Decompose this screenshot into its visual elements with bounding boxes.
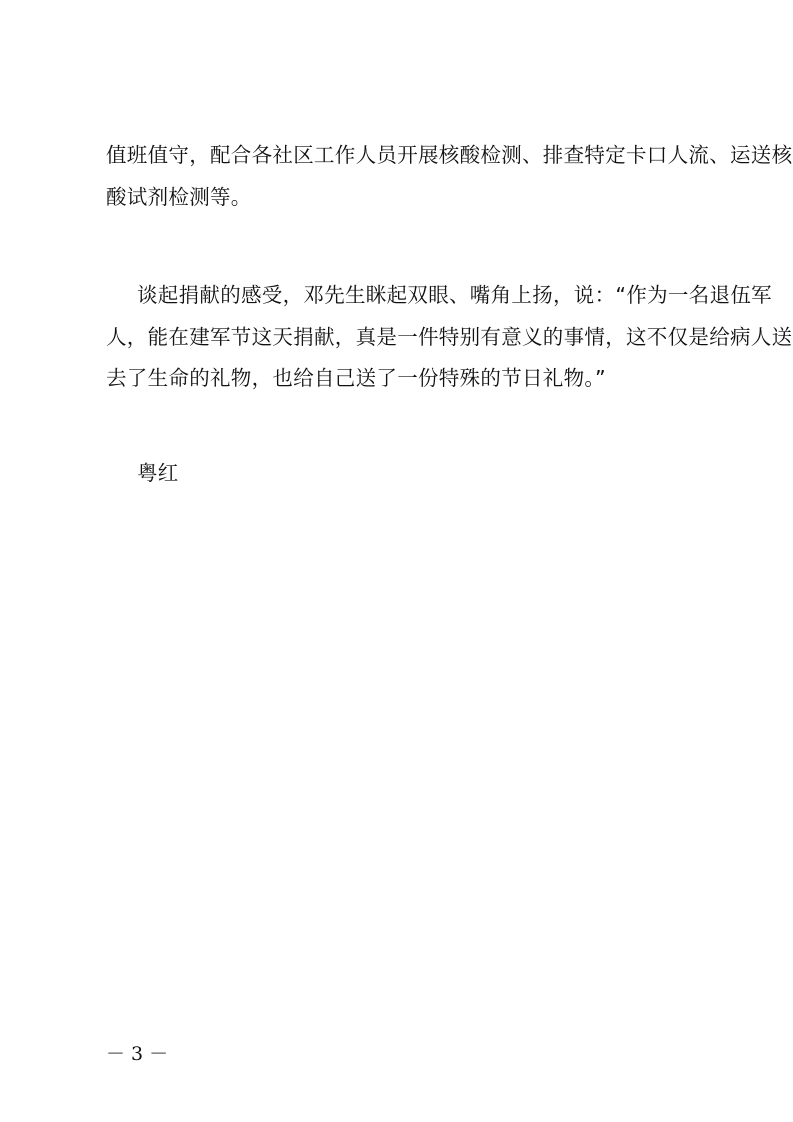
paragraph-2-line-2: 人，能在建军节这天捐献，真是一件特别有意义的事情，这不仅是给病人送 xyxy=(106,325,793,349)
paragraph-1-line-2: 酸试剂检测等。 xyxy=(106,185,252,209)
page-number: － 3 － xyxy=(106,1043,169,1065)
paragraph-2-line-1: 谈起捐献的感受，邓先生眯起双眼、嘴角上扬，说：“作为一名退伍军 xyxy=(137,283,772,307)
paragraph-1-line-1: 值班值守，配合各社区工作人员开展核酸检测、排查特定卡口人流、运送核 xyxy=(106,143,793,167)
paragraph-2-line-3: 去了生命的礼物，也给自己送了一份特殊的节日礼物。” xyxy=(106,366,606,390)
author-signature: 粤红 xyxy=(137,461,179,485)
